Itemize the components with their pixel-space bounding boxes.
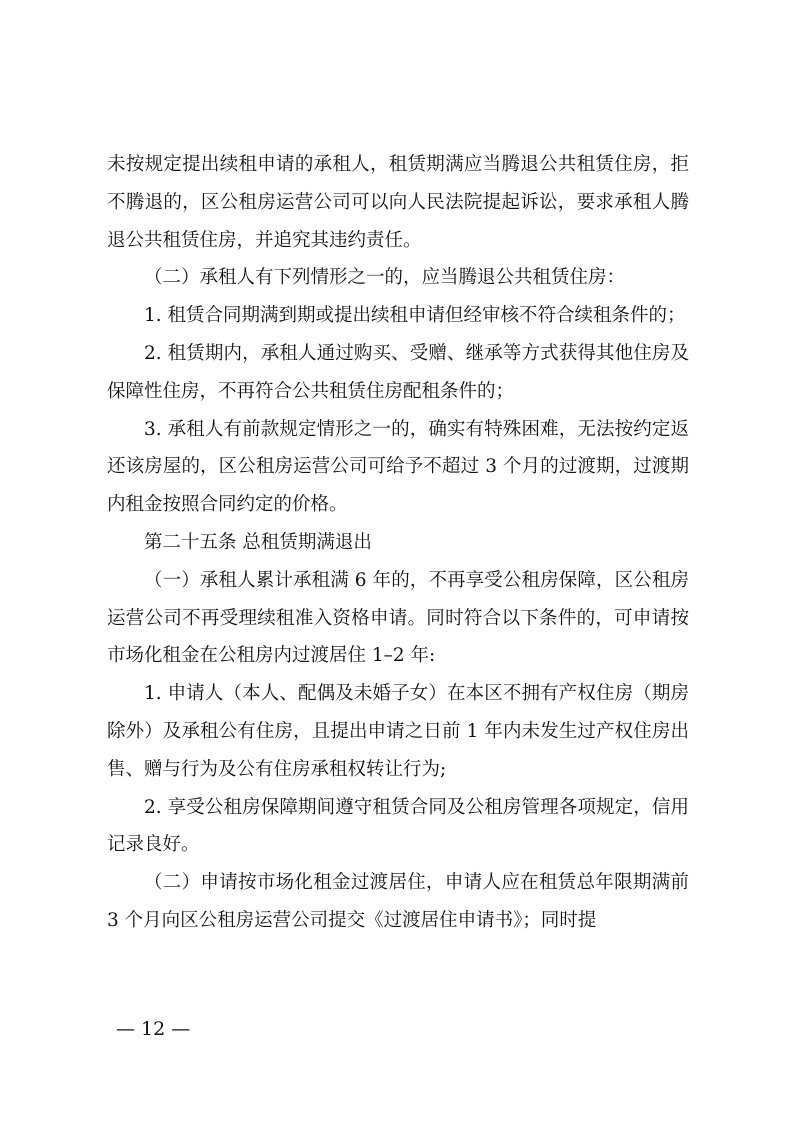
paragraph-article-25-clause-two: （二）申请按市场化租金过渡居住，申请人应在租赁总年限期满前 3 个月向区公租房运营公司提交《过渡居住申请书》；同时提 [107, 872, 689, 931]
paragraph-clause-two-heading: （二）承租人有下列情形之一的，应当腾退公共租赁住房： [144, 267, 626, 289]
paragraph-condition-1: 1. 申请人（本人、配偶及未婚子女）在本区不拥有产权住房（期房除外）及承租公有住房，且提出申请之日前 1 年内未发生过产权住房出售、赠与行为及公有住房承租权转让行为; [107, 683, 689, 780]
paragraph-condition-2: 2. 享受公租房保障期间遵守租赁合同及公租房管理各项规定，信用记录良好。 [107, 796, 689, 856]
page-number: — 12 — [116, 1018, 191, 1040]
paragraph-item-1: 1. 租赁合同期满到期或提出续租申请但经审核不符合续租条件的； [144, 305, 686, 327]
paragraph-item-2: 2. 租赁期内，承租人通过购买、受赠、继承等方式获得其他住房及保障性住房，不再符合公共租赁住房配租条件的； [107, 342, 689, 402]
document-body [107, 146, 689, 940]
paragraph-continued-clause: 未按规定提出续租申请的承租人，租赁期满应当腾退公共租赁住房，拒不腾退的，区公租房运营公司可以向人民法院提起诉讼，要求承租人腾退公共租赁住房，并追究其违约责任。 [107, 154, 689, 251]
paragraph-item-3: 3. 承租人有前款规定情形之一的，确实有特殊困难，无法按约定返还该房屋的，区公租房运营公司可给予不超过 3 个月的过渡期，过渡期内租金按照合同约定的价格。 [107, 418, 689, 516]
article-25-heading: 第二十五条 总租赁期满退出 [144, 531, 372, 553]
paragraph-article-25-clause-one: （一）承租人累计承租满 6 年的，不再享受公租房保障，区公租房运营公司不再受理续租准入资格申请。同时符合以下条件的，可申请按市场化租金在公租房内过渡居住 1–2 年: [107, 569, 689, 667]
